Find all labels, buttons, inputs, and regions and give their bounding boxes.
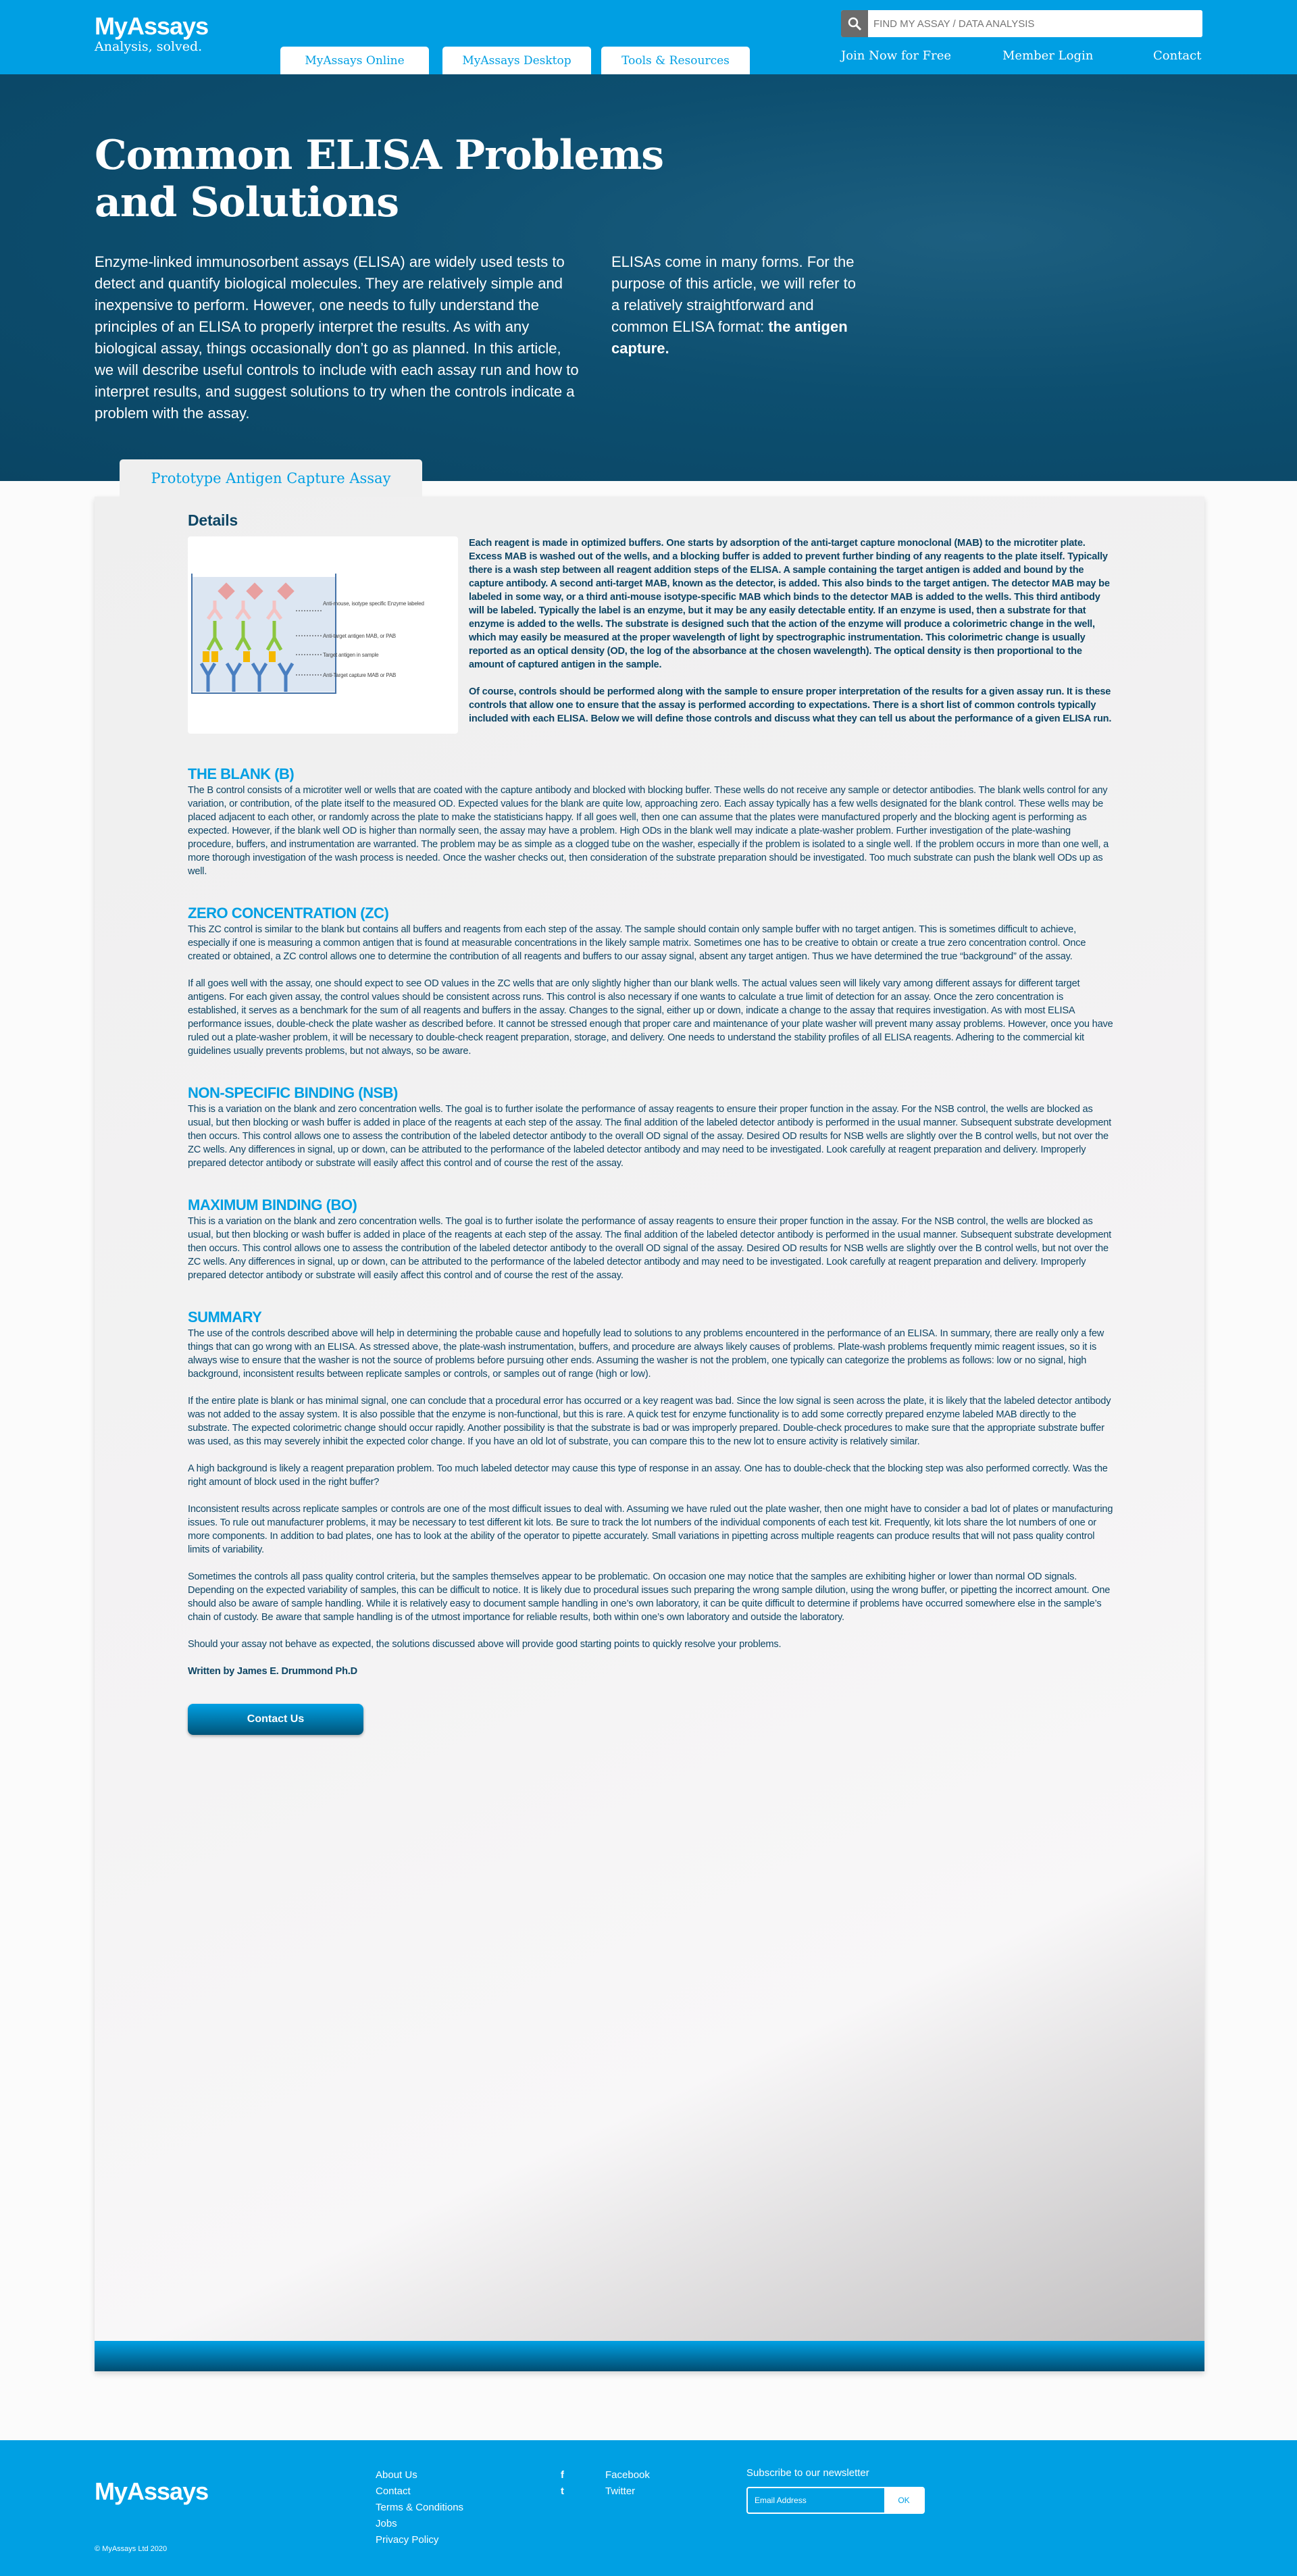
footer-logo[interactable]: MyAssays bbox=[95, 2477, 209, 2505]
logo[interactable] bbox=[95, 12, 208, 54]
facebook-label: Facebook bbox=[605, 2469, 650, 2481]
section-paragraph: The use of the controls described above will help in determining the probable cause and hopefully lead to solutions to any problems encountered in the performance of an ELISA. In summary, there are really only a few things that can go wrong with an ELISA. As stressed above, the plate-wash instrumentation, buffers, and procedure are always likely causes of problems. Plate-wash problems frequently mimic reagent issues, so it is always wise to ensure that the washer is not the source of problems before pursuing other ends. Assuming the washer is not the problem, one typically can categorize the problems as follows: low or no signal, high background, inconsistent results between replicate samples or controls, or samples out of range (high or low). bbox=[188, 1328, 1104, 1380]
section-paragraph: This is a variation on the blank and zero concentration wells. The goal is to further isolate the performance of assay reagents to ensure their proper function in the assay. For the NSB control, the wells are blocked as usual, but then blocking or wash buffer is added in place of the reagents at each step of the assay. The final addition of the labeled detector antibody is performed in the usual manner. Subsequent substrate development then occurs. This control allows one to assess the contribution of the labeled detector antibody to the overall OD signal of the assay. Desired OD results for NSB wells are slightly over the B control wells, but not over the ZC wells. Any differences in signal, up or down, can be attributed to the performance of the labeled detector antibody and may need to be investigated. Look carefully at reagent preparation and delivery. Improperly prepared detector antibody or substrate will easily affect this control and of course the rest of the assay. bbox=[188, 1104, 1112, 1169]
contact-link[interactable]: Contact bbox=[1153, 49, 1202, 63]
logo-text: MyAssays bbox=[95, 12, 209, 40]
author-credit: Written by James E. Drummond Ph.D bbox=[188, 1666, 357, 1677]
details-heading: Details bbox=[188, 511, 238, 529]
site-footer bbox=[0, 2440, 1297, 2576]
copyright: © MyAssays Ltd 2020 bbox=[95, 2545, 168, 2553]
article-section bbox=[188, 1308, 1117, 1651]
nav-tab-myassays-online[interactable]: MyAssays Online bbox=[280, 47, 429, 74]
hero-format-bold: the antigen capture. bbox=[611, 318, 848, 357]
article-content bbox=[188, 513, 1117, 1735]
section-heading: MAXIMUM BINDING (BO) bbox=[188, 1196, 357, 1213]
section-heading: THE BLANK (B) bbox=[188, 765, 295, 782]
twitter-link[interactable] bbox=[561, 2483, 650, 2500]
section-paragraph: Inconsistent results across replicate samples or controls are one of the most difficult issues to deal with. Assuming we have ruled out the plate washer, then one might have to consider a bad lot of plates or manufacturing issues. To rule out manufacturer problems, it may be necessary to test different kit lots. Be sure to track the lot numbers of the individual components of each test kit. Frequently, kit lots share the lot numbers of one or more components. In addition to bad plates, one has to look at the ability of the operator to pipette accurately. Small variations in pipetting across multiple reagents can produce results that will not pass quality control limits of variability. bbox=[188, 1504, 1113, 1555]
article-section bbox=[188, 904, 1117, 1058]
details-paragraph: Each reagent is made in optimized buffers. One starts by adsorption of the anti-target capture monoclonal (MAB) to the microtiter plate. Excess MAB is washed out of the wells, and a blocking buffer is added to prevent further binding of any reagents to the plate itself. Typically there is a wash step between all reagent addition steps of the ELISA. A sample containing the target antigen is added and bound by the capture antibody. A second anti-target MAB, known as the detector, is added. This also binds to the target antigen. The detector MAB may be labeled in some way, or a third anti-mouse isotype-specific MAB which binds to the detector MAB is added to the wells. This third antibody will be labeled. Typically the label is an enzyme, but it may be any easily detectable entity. If an enzyme is used, then a substrate for that enzyme is added to the wells. The substrate is designed such that the action of the enzyme will produce a colorimetric change in the well, which may easily be measured at the proper wavelength of light by spectrographic instrumentation. This colorimetric change is usually reported as an optical density (OD, the log of the absorbance at the chosen wavelength). The optical density is then proportional to the amount of captured antigen in the sample. bbox=[469, 538, 1110, 670]
section-paragraph: If the entire plate is blank or has minimal signal, one can conclude that a procedural error has occurred or a key reagent was bad. Since the low signal is seen across the plate, it is likely that the labeled detector antibody was not added to the assay system. It is also possible that the enzyme is non-functional, but this is rare. A quick test for enzyme functionality is to add some correctly prepared enzyme labeled MAB directly to the substrate. The expected colorimetric change should occur rapidly. Another possibility is that the substrate is bad or was improperly prepared. Double-check procedures to make sure that the appropriate substrate buffer was used, as this may severely inhibit the expected color change. If you have an old lot of substrate, you can compare this to the new lot to ensure activity is relatively similar. bbox=[188, 1396, 1111, 1447]
footer-link-privacy[interactable]: Privacy Policy bbox=[376, 2534, 439, 2546]
article-section bbox=[188, 765, 1117, 878]
facebook-link[interactable] bbox=[561, 2467, 650, 2483]
logo-tagline: Analysis, solved. bbox=[95, 39, 203, 54]
footer-link-terms[interactable]: Terms & Conditions bbox=[376, 2502, 464, 2513]
newsletter-ok-button[interactable]: OK bbox=[884, 2488, 923, 2512]
panel-bottom-bar bbox=[95, 2341, 1204, 2371]
section-heading: NON-SPECIFIC BINDING (NSB) bbox=[188, 1084, 398, 1101]
section-paragraph: Sometimes the controls all pass quality control criteria, but the samples themselves appear to be problematic. On occasion one may notice that the samples are exhibiting higher or lower than normal OD signals. Depending on the expected variability of samples, this can be difficult to notice. It is likely due to procedural issues such preparing the wrong sample dilution, using the wrong buffer, or pipetting the incorrect amount. One should also be aware of sample handling. While it is relatively easy to document sample handling in one’s own laboratory, it can be quite difficult to determine if problems have occurred somewhere else in the sample’s chain of custody. Be aware that sample handling is of the utmost importance for reliable results, both within one’s own laboratory and outside the laboratory. bbox=[188, 1571, 1111, 1623]
figure-label-antigen: Target antigen in sample bbox=[323, 652, 379, 658]
details-paragraph: Of course, controls should be performed along with the sample to ensure proper interpretation of the results for a given assay run. It is these controls that allow one to ensure that the assay is performed according to expectations. There is a short list of common controls typically included with each ELISA. Below we will define those controls and discuss what they can tell us about the performance of a given ELISA run. bbox=[469, 686, 1112, 724]
member-login-link[interactable]: Member Login bbox=[1002, 49, 1094, 63]
search-box bbox=[841, 10, 1202, 37]
section-paragraph: The B control consists of a microtiter well or wells that are coated with the capture antibody and blocked with blocking buffer. These wells do not receive any sample or detector antibodies. The blank wells control for any variation, or contribution, of the plate itself to the measured OD. Expected values for the blank are quite low, approaching zero. Each assay typically has a few wells designated for the blank control. These wells may be placed adjacent to each other, or randomly across the plate to make the statisticians happy. If all goes well, then one can assume that the plates were manufactured properly and the blocking agent is performing as expected. However, if the blank well OD is higher than normally seen, the assay may have a problem. High ODs in the blank well may indicate a plate-washer problem. Further investigation of the plate-washing procedure, buffers, and instrumentation are warranted. The problem may be as simple as a clogged tube on the washer, especially if the problem is isolated to a single well. If the problem occurs in more than one well, a more thorough investigation of the wash process is needed. Once the washer checks out, then consideration of the substrate preparation should be investigated. Too much substrate can push the blank well ODs up as well. bbox=[188, 785, 1109, 877]
article-sections bbox=[188, 765, 1117, 1651]
section-paragraph: If all goes well with the assay, one should expect to see OD values in the ZC wells that are only slightly higher than our blank wells. The actual values seen will likely vary among different assays for different target antigens. For each given assay, the control values should be consistent across runs. This control is also necessary if one wants to calculate a true limit of detection for an assay. Once the zero concentration is established, it serves as a benchmark for the sum of all reagents and buffers in the assay. Changes to the signal, either up or down, indicate a change to the assay that requires investigation. As with most ELISA performance issues, double-check the plate washer as described before. It cannot be stressed enough that proper care and maintenance of your plate washer will prevent many assay problems. However, once you have ruled out a plate-washer problem, it will be necessary to double-check reagent preparation, storage, and delivery. One needs to understand the stability profiles of all ELISA reagents. Adhering to the commercial kit guidelines usually prevents problems, but not always, so be aware. bbox=[188, 978, 1113, 1057]
newsletter bbox=[746, 2467, 925, 2514]
join-link[interactable]: Join Now for Free bbox=[841, 49, 952, 63]
nav-tab-myassays-desktop[interactable]: MyAssays Desktop bbox=[442, 47, 591, 74]
hero-intro: Enzyme-linked immunosorbent assays (ELISA) are widely used tests to detect and quantify biological molecules. They are relatively simple and inexpensive to perform. However, one needs to fully understand the principles of an ELISA to properly interpret the results. As with any biological assay, things occasionally don’t go as planned. In this article, we will describe useful controls to include with each assay run and how to interpret results, and suggest solutions to try when the controls indicate a problem with the assay. bbox=[95, 253, 579, 422]
search-icon[interactable] bbox=[841, 10, 868, 37]
twitter-icon: t bbox=[561, 2485, 564, 2497]
section-paragraph: Should your assay not behave as expected, the solutions discussed above will provide good starting points to quickly resolve your problems. bbox=[188, 1639, 782, 1650]
section-paragraph: This is a variation on the blank and zero concentration wells. The goal is to further isolate the performance of assay reagents to ensure their proper function in the assay. For the NSB control, the wells are blocked as usual, but then blocking or wash buffer is added in place of the reagents at each step of the assay. The final addition of the labeled detector antibody is performed in the usual manner. Subsequent substrate development then occurs. This control allows one to assess the contribution of the labeled detector antibody to the overall OD signal of the assay. Desired OD results for NSB wells are slightly over the B control wells, but not over the ZC wells. Any differences in signal, up or down, can be attributed to the performance of the labeled detector antibody and may need to be investigated. Look carefully at reagent preparation and delivery. Improperly prepared detector antibody or substrate will easily affect this control and of course the rest of the assay. bbox=[188, 1216, 1112, 1281]
search-input[interactable] bbox=[868, 10, 1202, 37]
footer-link-jobs[interactable]: Jobs bbox=[376, 2518, 397, 2529]
article-section bbox=[188, 1196, 1117, 1282]
contact-us-button[interactable]: Contact Us bbox=[188, 1704, 363, 1735]
footer-link-contact[interactable]: Contact bbox=[376, 2485, 411, 2497]
page-title: Common ELISA Problems and Solutions bbox=[95, 132, 663, 226]
social-links bbox=[561, 2467, 650, 2500]
hero-format bbox=[611, 251, 861, 359]
elisa-diagram bbox=[188, 536, 458, 734]
details-text bbox=[469, 536, 1117, 739]
footer-links bbox=[376, 2467, 463, 2548]
newsletter-email-input[interactable] bbox=[748, 2488, 884, 2512]
article-section bbox=[188, 1084, 1117, 1170]
section-heading: ZERO CONCENTRATION (ZC) bbox=[188, 905, 389, 921]
tab-prototype-antigen-capture-assay[interactable]: Prototype Antigen Capture Assay bbox=[120, 459, 422, 497]
section-heading: SUMMARY bbox=[188, 1309, 262, 1325]
nav-tab-tools-resources[interactable]: Tools & Resources bbox=[601, 47, 750, 74]
twitter-label: Twitter bbox=[605, 2485, 636, 2497]
newsletter-title: Subscribe to our newsletter bbox=[746, 2467, 869, 2479]
figure-label-capture: Anti-Target capture MAB or PAB bbox=[323, 672, 397, 678]
hero-format-text: ELISAs come in many forms. For the purpose of this article, we will refer to a relatively straightforward and common ELISA format: bbox=[611, 253, 856, 335]
figure-label-detector: Anti-target antigen MAB, or PAB bbox=[323, 633, 396, 639]
site-header bbox=[0, 0, 1297, 74]
footer-link-about[interactable]: About Us bbox=[376, 2469, 417, 2481]
section-paragraph: This ZC control is similar to the blank but contains all buffers and reagents from each step of the assay. The sample should contain only sample buffer with no target antigen. This is sometimes difficult to achieve, especially if one is measuring a common antigen that is found at measurable concentrations in the likely sample matrix. Sometimes one has to be creative to obtain or create a true zero concentration control. Once created or obtained, a ZC control allows one to determine the contribution of all reagents and buffers to our assay signal, absent any target antigen. Thus we have determined the true “background” of the assay. bbox=[188, 924, 1086, 962]
figure-label-enzyme: Anti-mouse, isotype specific Enzyme labeled bbox=[323, 601, 424, 607]
section-paragraph: A high background is likely a reagent preparation problem. Too much labeled detector may cause this type of response in an assay. One has to double-check that the blocking step was also performed correctly. Was the right amount of block used in the right buffer? bbox=[188, 1463, 1108, 1488]
hero-banner bbox=[0, 74, 1297, 481]
facebook-icon: f bbox=[561, 2469, 564, 2481]
